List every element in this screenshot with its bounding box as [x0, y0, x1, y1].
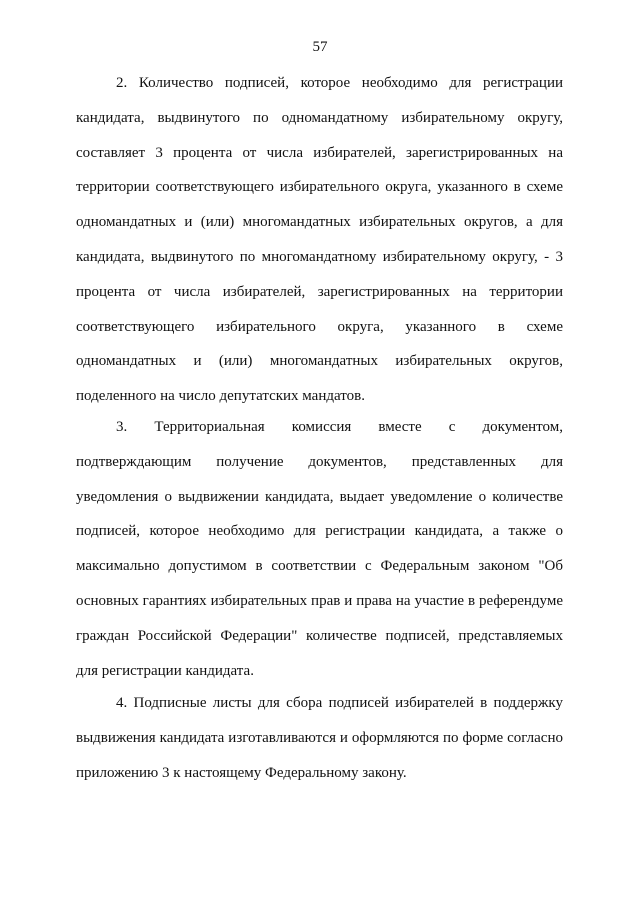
paragraph-4: 4. Подписные листы для сбора подписей избирателей в поддержку выдвижения кандидата изготавливаются и оформляются по форме согласно приложению 3 к настоящему Федеральному закону. — [76, 695, 563, 781]
page-number: 57 — [312, 39, 328, 55]
paragraph-3: 3. Территориальная комиссия вместе с документом, подтверждающим получение документов, представленных для уведомления о выдвижении кандидата, выдает уведомление о количестве подписей, которое необходимо для регистрации кандидата, а также о максимально допустимом в соответствии с Федеральным законом "Об основных гарантиях избирательных прав и права на участие в референдуме граждан Российской Федерации" количестве подписей, представляемых для регистрации кандидата. — [76, 419, 563, 679]
paragraph-2: 2. Количество подписей, которое необходимо для регистрации кандидата, выдвинутого по одномандатному избирательному округу, составляет 3 процента от числа избирателей, зарегистрированных на территории соответствующего избирательного округа, указанного в схеме одномандатных и (или) многомандатных избирательных округов, а для кандидата, выдвинутого по многомандатному избирательному округу, - 3 процента от числа избирателей, зарегистрированных на территории соответствующего избирательного округа, указанного в схеме одномандатных и (или) многомандатных избирательных округов, поделенного на число депутатских мандатов. — [76, 75, 563, 405]
